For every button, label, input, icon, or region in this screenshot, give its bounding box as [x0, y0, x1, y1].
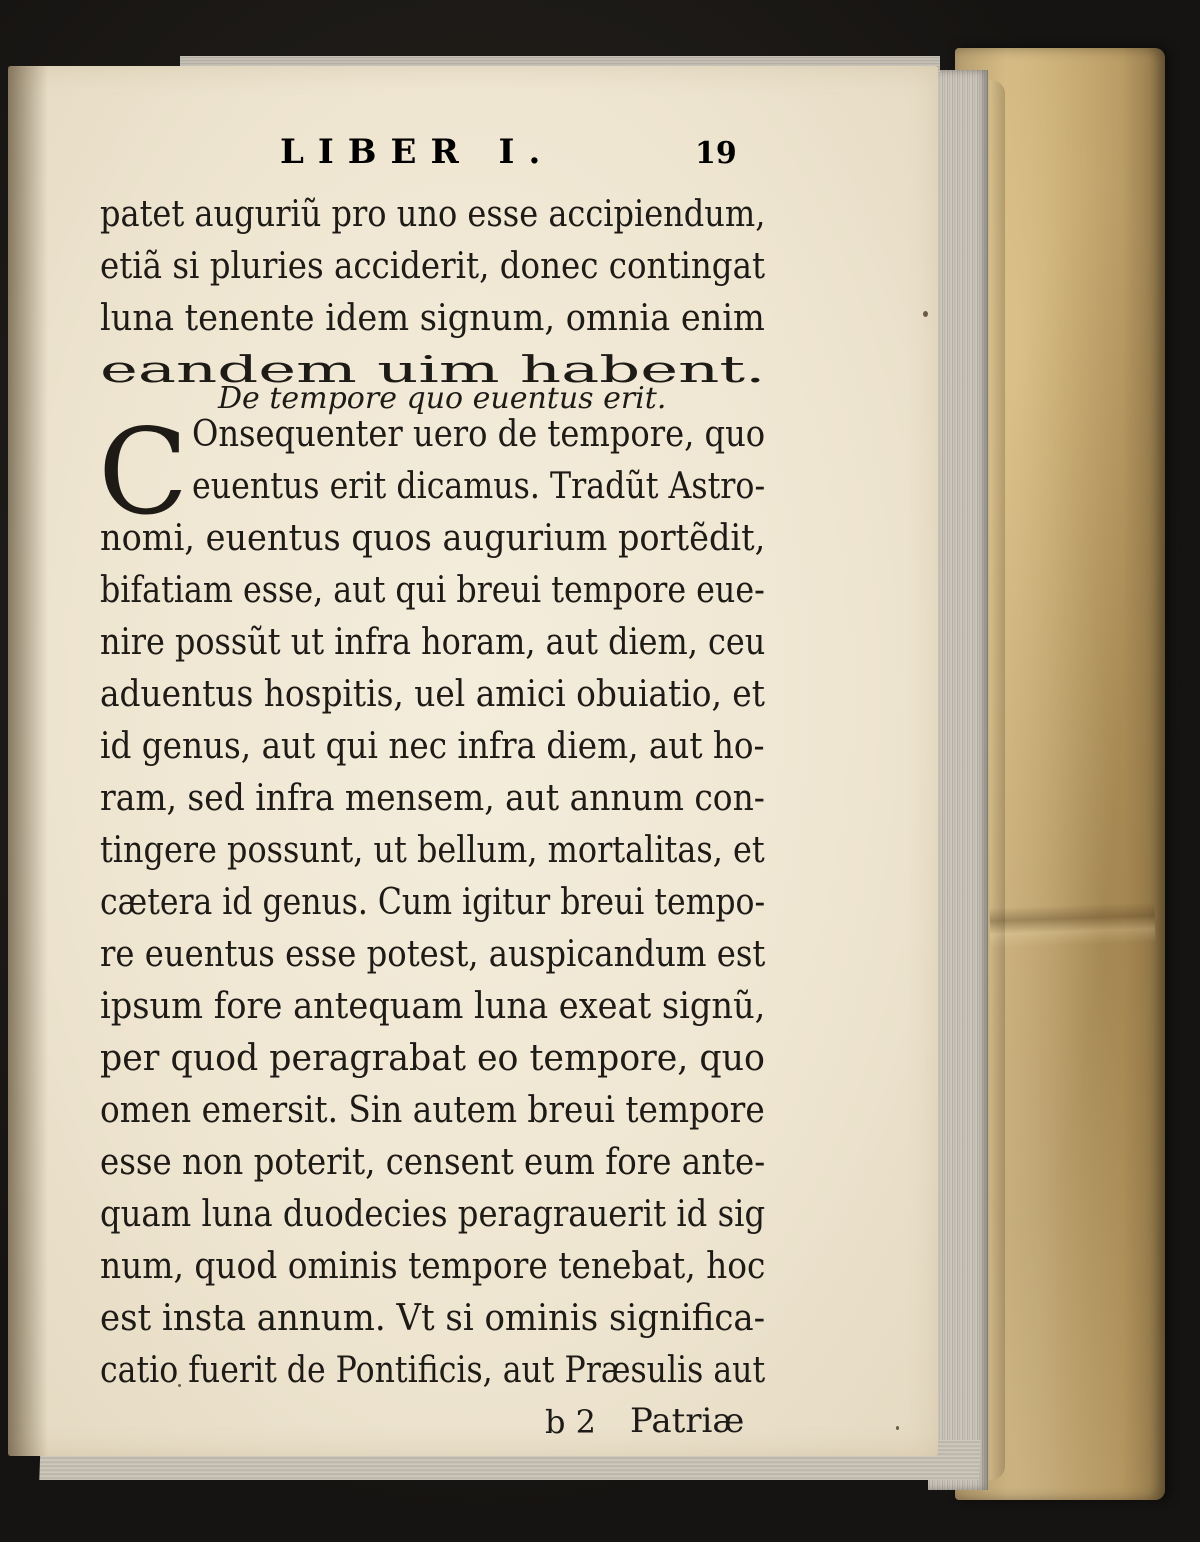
section-heading: De tempore quo euentus erit. — [218, 381, 667, 416]
running-title: LIBER I. — [280, 132, 555, 172]
text-line: Onsequenter uero de tempore, quo — [192, 414, 766, 455]
text-line: luna tenente idem signum, omnia enim — [100, 298, 765, 339]
text-line: num, quod ominis tempore tenebat, hoc — [100, 1246, 766, 1287]
text-line: catio fuerit de Pontificis, aut Præsulis aut — [100, 1350, 766, 1391]
page-number: 19 — [695, 136, 737, 171]
text-line: eandem uim habent. — [100, 350, 766, 391]
paper-spot — [923, 311, 928, 317]
text-line: bifatiam esse, aut qui breui tempore eue- — [100, 570, 765, 611]
text-line: re euentus esse potest, auspicandum est — [100, 934, 766, 975]
text-line: euentus erit dicamus. Tradũt Astro- — [192, 466, 766, 507]
text-line: esse non poterit, censent eum fore ante- — [100, 1142, 766, 1183]
text-line: patet auguriũ pro uno esse accipiendum, — [100, 194, 766, 235]
paper-spot — [896, 1426, 899, 1430]
text-line: omen emersit. Sin autem breui tempore — [100, 1090, 765, 1131]
text-line: nire possũt ut infra horam, aut diem, ceu — [100, 622, 766, 663]
signature-mark: b 2 — [545, 1403, 597, 1441]
text-line: etiã si pluries acciderit, donec contingat — [100, 246, 766, 287]
drop-cap: C — [98, 403, 189, 541]
text-line: est insta annum. Vt si ominis significa- — [100, 1298, 766, 1339]
text-line: nomi, euentus quos augurium portẽdit, — [100, 518, 766, 559]
text-line: id genus, aut qui nec infra diem, aut ho- — [100, 726, 765, 767]
text-line: quam luna duodecies peragrauerit id sig — [100, 1194, 766, 1235]
cover-crease — [989, 902, 1155, 948]
text-line: ipsum fore antequam luna exeat signũ, — [100, 986, 766, 1027]
text-line: aduentus hospitis, uel amici obuiatio, et — [100, 674, 765, 715]
text-line: cætera id genus. Cum igitur breui tempo- — [100, 882, 766, 923]
page-header — [100, 132, 765, 182]
catchword: Patriæ — [630, 1401, 745, 1441]
text-line: per quod peragrabat eo tempore, quo — [100, 1038, 765, 1079]
text-line: ram, sed infra mensem, aut annum con- — [100, 778, 765, 819]
text-line: tingere possunt, ut bellum, mortalitas, et — [100, 830, 765, 871]
page-gutter-shadow — [8, 66, 48, 1456]
